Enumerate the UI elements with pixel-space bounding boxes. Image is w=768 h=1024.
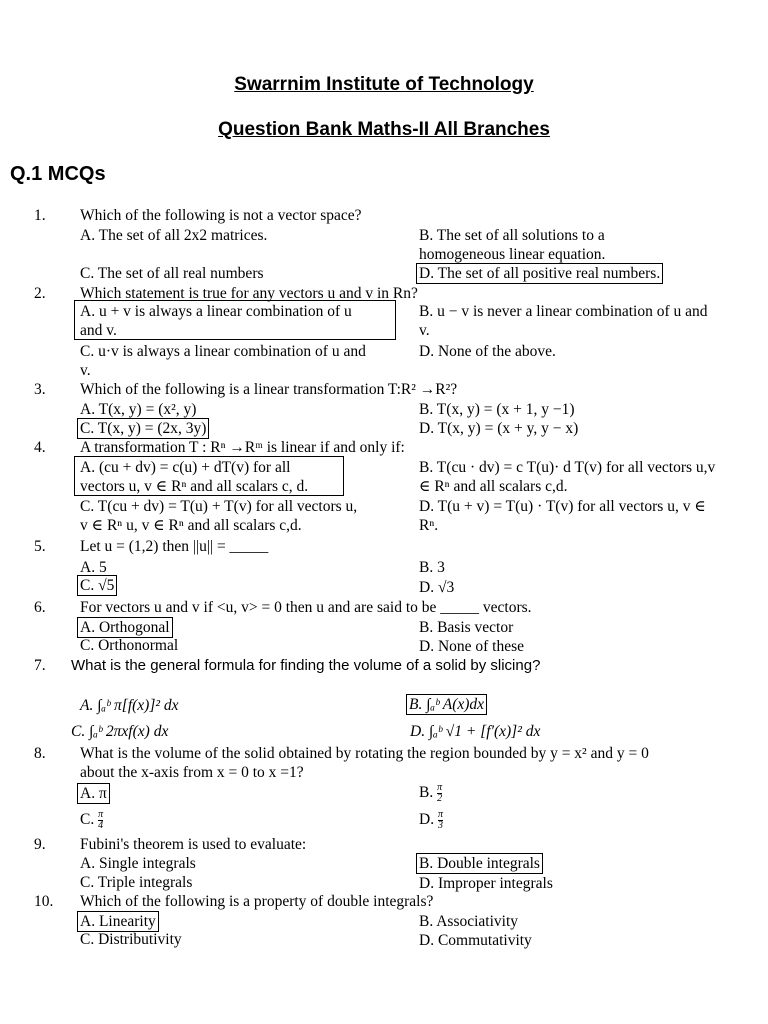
question-stem: A transformation T : Rⁿ →Rᵐ is linear if and only if: — [80, 439, 405, 456]
option-c[interactable]: C. ∫ₐᵇ 2πxf(x) dx — [71, 723, 169, 740]
option-c[interactable]: C. The set of all real numbers — [80, 265, 264, 282]
question-stem: Let u = (1,2) then ||u|| = _____ — [80, 538, 269, 555]
fraction-denominator: 2 — [437, 793, 443, 804]
option-a-continued: vectors u, v ∈ Rⁿ and all scalars c, d. — [80, 478, 309, 495]
question-stem: For vectors u and v if <u, v> = 0 then u and are said to be _____ vectors. — [80, 599, 532, 616]
option-b-correct[interactable]: B. ∫ₐᵇ A(x)dx — [406, 694, 487, 715]
page-subtitle: Question Bank Maths-II All Branches — [218, 119, 550, 140]
option-a[interactable]: A. T(x, y) = (x², y) — [80, 401, 197, 418]
fraction — [437, 783, 442, 804]
question-stem: What is the general formula for finding the volume of a solid by slicing? — [71, 657, 541, 674]
option-label: D. — [419, 811, 435, 829]
institute-title: Swarrnim Institute of Technology — [234, 74, 534, 95]
option-a[interactable]: A. 5 — [80, 559, 107, 576]
option-b[interactable]: B. T(cu · dv) = c T(u)· d T(v) for all vectors u,v — [419, 459, 716, 476]
option-b-continued: ∈ Rⁿ and all scalars c,d. — [419, 478, 568, 495]
option-a[interactable]: A. The set of all 2x2 matrices. — [80, 227, 268, 244]
option-b[interactable]: B. The set of all solutions to a — [419, 227, 605, 244]
question-number: 9. — [34, 836, 46, 853]
option-c[interactable] — [80, 810, 103, 831]
option-b-correct[interactable]: B. Double integrals — [416, 853, 543, 874]
option-d-correct[interactable]: D. The set of all positive real numbers. — [416, 263, 663, 284]
question-stem: Which of the following is a linear transformation T:R² →R²? — [80, 381, 458, 398]
option-b[interactable]: B. u − v is never a linear combination of u and — [419, 303, 708, 320]
fraction-numerator: π — [437, 809, 443, 820]
option-a-continued: and v. — [80, 322, 117, 339]
option-a[interactable]: A. Single integrals — [80, 855, 196, 872]
option-b[interactable]: B. Basis vector — [419, 619, 514, 636]
option-c[interactable]: C. Orthonormal — [80, 637, 179, 654]
question-number: 5. — [34, 538, 46, 555]
fraction — [98, 810, 103, 831]
option-a[interactable]: A. ∫ₐᵇ π[f(x)]² dx — [80, 697, 179, 714]
fraction-denominator: 4 — [98, 820, 104, 831]
fraction-denominator: 3 — [437, 820, 443, 831]
question-stem: Which of the following is not a vector space? — [80, 207, 362, 224]
question-number: 3. — [34, 381, 46, 398]
question-number: 7. — [34, 657, 46, 674]
question-number: 8. — [34, 745, 46, 762]
option-c[interactable]: C. Distributivity — [80, 931, 182, 948]
question-stem: Which of the following is a property of double integrals? — [80, 893, 434, 910]
option-b[interactable]: B. T(x, y) = (x + 1, y −1) — [419, 401, 575, 418]
option-d[interactable]: D. Commutativity — [419, 932, 532, 949]
question-number: 4. — [34, 439, 46, 456]
option-d[interactable]: D. T(u + v) = T(u) · T(v) for all vectors u, v ∈ — [419, 498, 706, 515]
fraction — [438, 810, 443, 831]
question-number: 2. — [34, 285, 46, 302]
question-stem: What is the volume of the solid obtained by rotating the region bounded by y = x² and y = 0 — [80, 745, 649, 762]
option-a-correct[interactable]: A. (cu + dv) = c(u) + dT(v) for all — [80, 459, 291, 476]
option-b[interactable]: B. 3 — [419, 559, 445, 576]
option-b[interactable] — [419, 783, 442, 804]
option-a-correct[interactable]: A. Linearity — [77, 911, 159, 932]
question-stem-continued: about the x-axis from x = 0 to x =1? — [80, 764, 304, 781]
option-a-correct[interactable]: A. Orthogonal — [77, 617, 173, 638]
option-d[interactable]: D. ∫ₐᵇ √1 + [f′(x)]² dx — [410, 723, 541, 740]
option-label: C. — [80, 811, 95, 829]
option-b-continued: homogeneous linear equation. — [419, 246, 606, 263]
question-stem: Which statement is true for any vectors u and v in Rn? — [80, 285, 418, 302]
fraction-numerator: π — [437, 782, 443, 793]
question-number: 10. — [34, 893, 54, 910]
option-d[interactable]: D. None of the above. — [419, 343, 556, 360]
option-c[interactable]: C. T(cu + dv) = T(u) + T(v) for all vectors u, — [80, 498, 358, 515]
option-b[interactable]: B. Associativity — [419, 913, 519, 930]
option-label: B. — [419, 784, 434, 802]
option-d[interactable]: D. Improper integrals — [419, 875, 553, 892]
option-d[interactable] — [419, 810, 443, 831]
option-d[interactable]: D. None of these — [419, 638, 525, 655]
option-b-continued: v. — [419, 322, 430, 339]
option-d[interactable]: D. √3 — [419, 579, 455, 596]
option-d-continued: Rⁿ. — [419, 517, 439, 534]
option-d[interactable]: D. T(x, y) = (x + y, y − x) — [419, 420, 579, 437]
option-c-continued: v ∈ Rⁿ u, v ∈ Rⁿ and all scalars c,d. — [80, 517, 302, 534]
option-a-correct[interactable]: A. u + v is always a linear combination of u — [80, 303, 352, 320]
option-a-correct[interactable]: A. π — [77, 783, 110, 804]
option-c-correct[interactable]: C. √5 — [77, 575, 117, 596]
section-heading: Q.1 MCQs — [10, 163, 106, 185]
fraction-numerator: π — [98, 809, 104, 820]
option-c[interactable]: C. Triple integrals — [80, 874, 193, 891]
option-c[interactable]: C. u·v is always a linear combination of u and — [80, 343, 366, 360]
option-c-continued: v. — [80, 362, 91, 379]
question-number: 6. — [34, 599, 46, 616]
option-c-correct[interactable]: C. T(x, y) = (2x, 3y) — [77, 418, 209, 439]
question-stem: Fubini's theorem is used to evaluate: — [80, 836, 307, 853]
question-number: 1. — [34, 207, 46, 224]
